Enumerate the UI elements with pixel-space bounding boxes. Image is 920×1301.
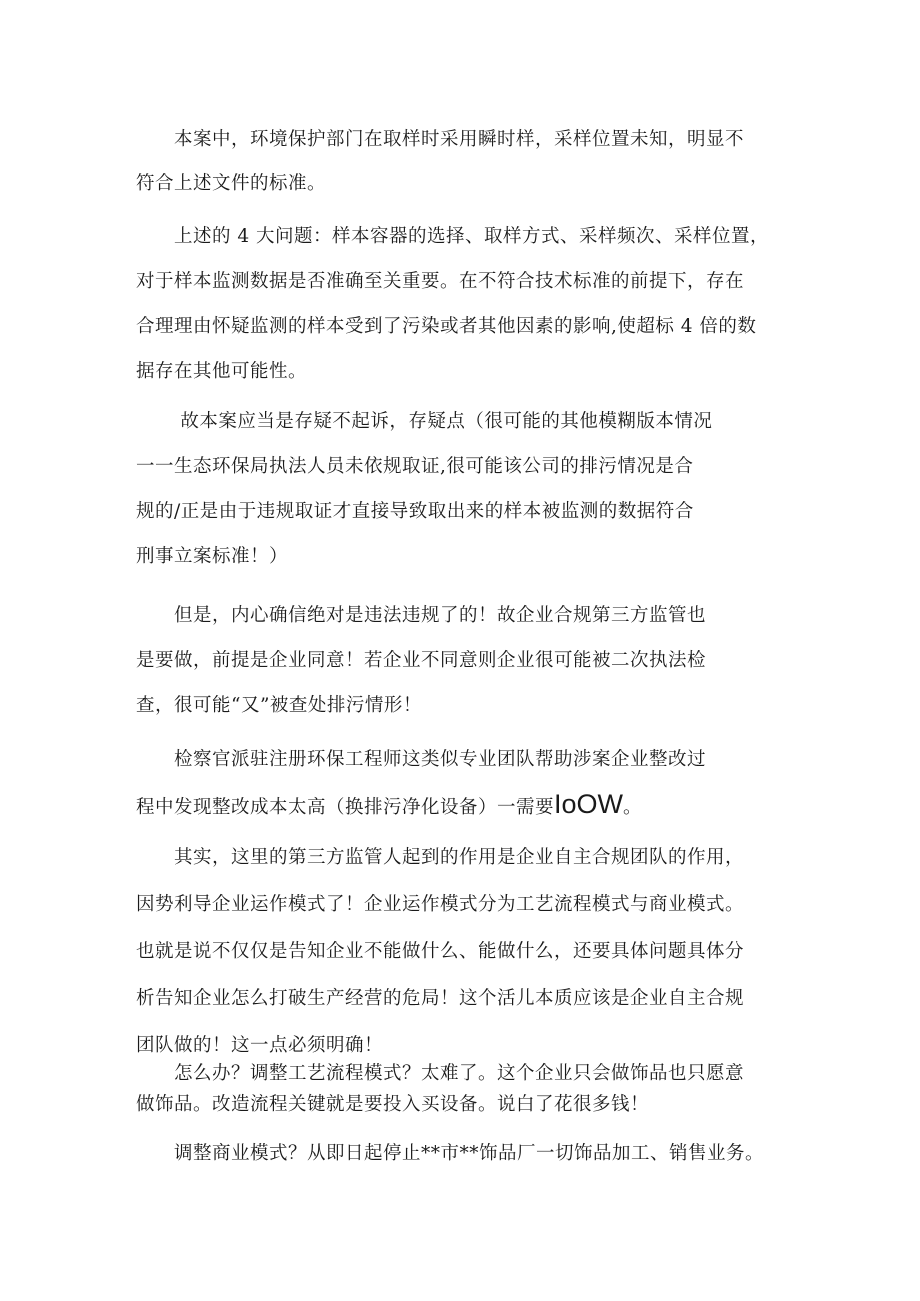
paragraph-3 (136, 399, 786, 579)
paragraph-1 (136, 118, 786, 206)
paragraph-line: 是要做，前提是企业同意！若企业不同意则企业很可能被二次执法检 (136, 650, 707, 671)
paragraph-line: 故本案应当是存疑不起诉，存疑点（很可能的其他模糊版本情况 (136, 411, 713, 432)
paragraph-line: 做饰品。改造流程关键就是要投入买设备。说白了花很多钱！ (136, 1094, 650, 1115)
paragraph-line: 规的/正是由于违规取证才直接导致取出来的样本被监测的数据符合 (136, 501, 694, 522)
paragraph-line: 其实，这里的第三方监管人起到的作用是企业自主合规团队的作用， (136, 847, 745, 868)
large-text-fragment: IoOW (554, 789, 624, 819)
paragraph-line: 一一生态环保局执法人员未依规取证,很可能该公司的排污情况是合 (136, 456, 694, 477)
paragraph-line: 据存在其他可能性。 (136, 361, 308, 382)
paragraph-line: 因势利导企业运作模式了！企业运作模式分为工艺流程模式与商业模式。 (136, 894, 745, 915)
paragraph-line: 本案中，环境保护部门在取样时采用瞬时样，采样位置未知，明显不 (136, 129, 745, 150)
paragraph-line (136, 782, 786, 830)
paragraph-line: 析告知企业怎么打破生产经营的危局！这个活儿本质应该是企业自主合规 (136, 988, 745, 1009)
paragraph-line: 上述的 4 大问题：样本容器的选择、取样方式、采样频次、采样位置， (136, 226, 770, 247)
paragraph-line: 也就是说不仅仅是告知企业不能做什么、能做什么，还要具体问题具体分 (136, 941, 745, 962)
paragraph-line: 符合上述文件的标准。 (136, 173, 327, 194)
paragraph-line: 团队做的！这一点必须明确！ (136, 1035, 384, 1056)
paragraph-line: 调整商业模式？从即日起停止**市**饰品厂一切饰品加工、销售业务。 (136, 1143, 765, 1164)
paragraph-4 (136, 593, 786, 728)
paragraph-line: 查，很可能“又”被查处排污情形！ (136, 695, 422, 716)
paragraph-line: 对于样本监测数据是否准确至关重要。在不符合技术标准的前提下，存在 (136, 271, 745, 292)
paragraph-line: 怎么办？调整工艺流程模式？太难了。这个企业只会做饰品也只愿意 (136, 1063, 745, 1084)
paragraph-line-text: 程中发现整改成本太高（换排污净化设备）一需要 (136, 797, 555, 818)
paragraph-6 (136, 834, 786, 1069)
paragraph-line: 合理理由怀疑监测的样本受到了污染或者其他因素的影响,使超标 4 倍的数 (136, 316, 757, 337)
paragraph-line: 检察官派驻注册环保工程师这类似专业团队帮助涉案企业整改过 (136, 749, 707, 770)
paragraph-5 (136, 737, 786, 830)
paragraph-2 (136, 214, 786, 394)
paragraph-8 (136, 1132, 786, 1176)
paragraph-line: 刑事立案标准！） (136, 546, 289, 567)
paragraph-7 (136, 1058, 786, 1120)
paragraph-line: 但是，内心确信绝对是违法违规了的！故企业合规第三方监管也 (136, 605, 707, 626)
paragraph-line-tail: 。 (623, 797, 643, 818)
